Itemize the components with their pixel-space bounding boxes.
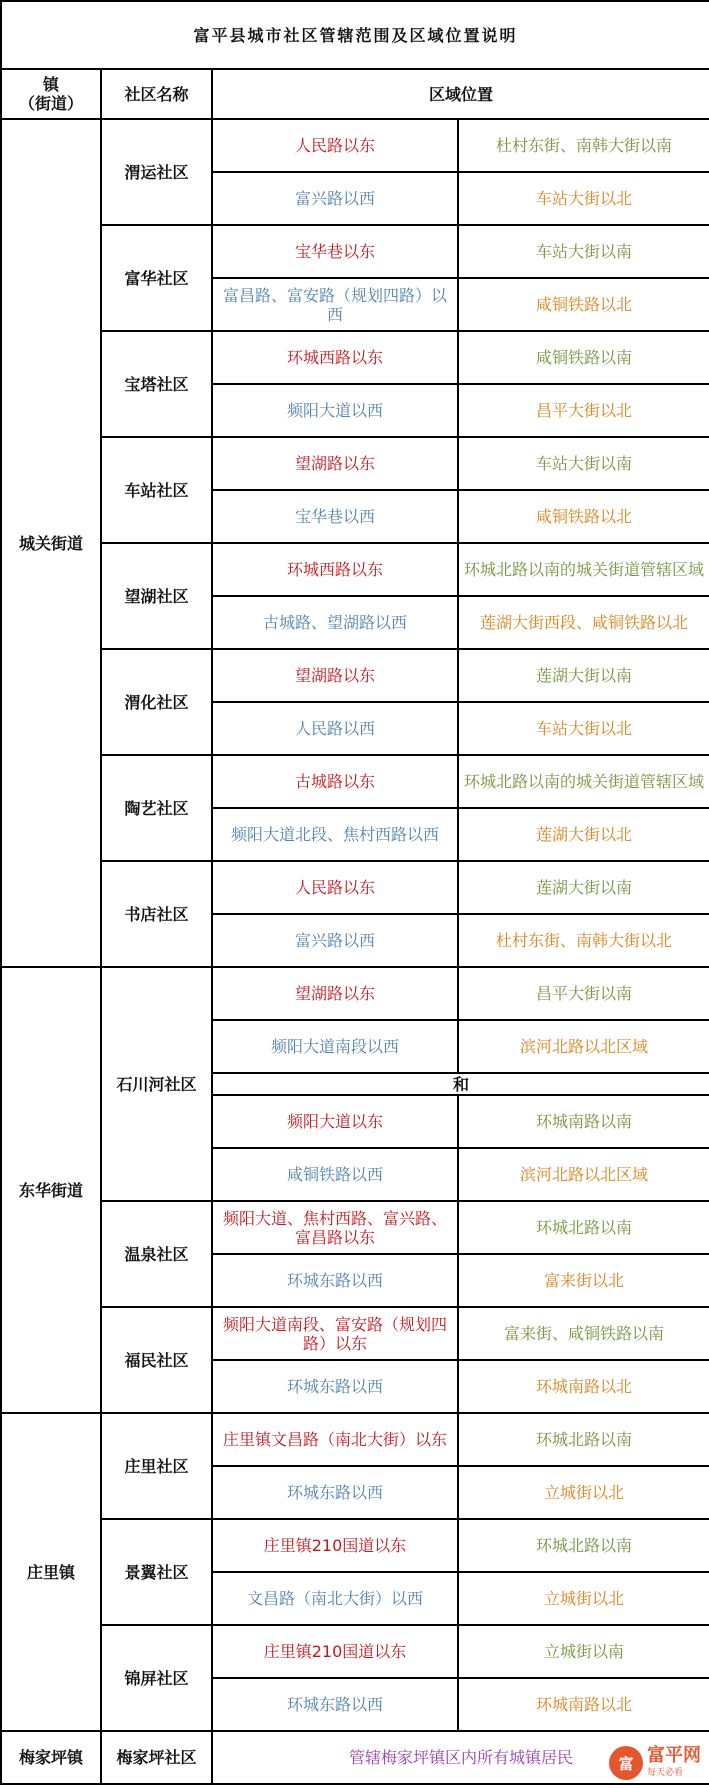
boundary-west: 环城东路以西 — [212, 1678, 458, 1731]
boundary-west: 频阳大道北段、焦村西路以西 — [212, 808, 458, 861]
boundary-north: 昌平大街以北 — [458, 384, 709, 437]
watermark-slogan: 每天必看 — [647, 1768, 684, 1778]
boundary-west: 环城东路以西 — [212, 1360, 458, 1413]
header-town: 镇 （街道） — [1, 69, 101, 119]
boundary-east: 庄里镇210国道以东 — [212, 1519, 458, 1572]
site-logo-icon: 富 — [609, 1746, 643, 1780]
boundary-north: 咸铜铁路以北 — [458, 278, 709, 331]
boundary-south: 环城北路以南的城关街道管辖区域 — [458, 543, 709, 596]
boundary-north: 环城南路以北 — [458, 1678, 709, 1731]
boundary-east: 环城西路以东 — [212, 543, 458, 596]
boundary-south: 环城南路以南 — [458, 1095, 709, 1148]
boundary-east: 频阳大道以东 — [212, 1095, 458, 1148]
boundary-east: 环城西路以东 — [212, 331, 458, 384]
boundary-north: 滨河北路以北区域 — [458, 1148, 709, 1201]
boundary-west: 环城东路以西 — [212, 1466, 458, 1519]
boundary-south: 环城北路以南 — [458, 1413, 709, 1466]
boundary-south: 杜村东街、南韩大街以南 — [458, 119, 709, 172]
boundary-west: 文昌路（南北大街）以西 — [212, 1572, 458, 1625]
community-name: 陶艺社区 — [101, 755, 212, 861]
boundary-east: 宝华巷以东 — [212, 225, 458, 278]
boundary-north: 杜村东街、南韩大街以北 — [458, 914, 709, 967]
boundary-north: 立城街以北 — [458, 1572, 709, 1625]
boundary-north: 富来街以北 — [458, 1254, 709, 1307]
site-watermark — [609, 1746, 701, 1780]
community-name: 景翼社区 — [101, 1519, 212, 1625]
boundary-east: 庄里镇文昌路（南北大街）以东 — [212, 1413, 458, 1466]
boundary-north: 立城街以北 — [458, 1466, 709, 1519]
boundary-west: 咸铜铁路以西 — [212, 1148, 458, 1201]
join-label: 和 — [212, 1073, 709, 1095]
boundary-east: 庄里镇210国道以东 — [212, 1625, 458, 1678]
town-name: 庄里镇 — [1, 1413, 101, 1731]
boundary-north: 莲湖大街西段、咸铜铁路以北 — [458, 596, 709, 649]
boundary-east: 人民路以东 — [212, 119, 458, 172]
boundary-east: 望湖路以东 — [212, 967, 458, 1020]
boundary-south: 环城北路以南 — [458, 1201, 709, 1254]
community-name: 梅家坪社区 — [101, 1731, 212, 1784]
boundary-south: 车站大街以南 — [458, 225, 709, 278]
town-name: 东华街道 — [1, 967, 101, 1413]
community-name: 宝塔社区 — [101, 331, 212, 437]
boundary-north: 车站大街以北 — [458, 172, 709, 225]
community-name: 富华社区 — [101, 225, 212, 331]
boundary-west: 频阳大道以西 — [212, 384, 458, 437]
boundary-south: 咸铜铁路以南 — [458, 331, 709, 384]
boundary-south: 富来街、咸铜铁路以南 — [458, 1307, 709, 1360]
boundary-west: 频阳大道南段以西 — [212, 1020, 458, 1073]
boundary-south: 昌平大街以南 — [458, 967, 709, 1020]
boundary-south: 莲湖大街以南 — [458, 649, 709, 702]
boundary-south: 立城街以南 — [458, 1625, 709, 1678]
boundary-east: 古城路以东 — [212, 755, 458, 808]
boundary-west: 人民路以西 — [212, 702, 458, 755]
boundary-west: 富兴路以西 — [212, 914, 458, 967]
community-name: 锦屏社区 — [101, 1625, 212, 1731]
boundary-west: 环城东路以西 — [212, 1254, 458, 1307]
header-location: 区域位置 — [212, 69, 709, 119]
boundary-south: 车站大街以南 — [458, 437, 709, 490]
boundary-south: 环城北路以南 — [458, 1519, 709, 1572]
community-name: 望湖社区 — [101, 543, 212, 649]
community-name: 书店社区 — [101, 861, 212, 967]
boundary-west: 古城路、望湖路以西 — [212, 596, 458, 649]
jurisdiction-note: 管辖梅家坪镇区内所有城镇居民 — [212, 1731, 709, 1784]
community-name: 温泉社区 — [101, 1201, 212, 1307]
boundary-north: 莲湖大街以北 — [458, 808, 709, 861]
boundary-east: 人民路以东 — [212, 861, 458, 914]
boundary-east: 频阳大道南段、富安路（规划四路）以东 — [212, 1307, 458, 1360]
boundary-north: 咸铜铁路以北 — [458, 490, 709, 543]
boundary-east: 频阳大道、焦村西路、富兴路、富昌路以东 — [212, 1201, 458, 1254]
boundary-east: 望湖路以东 — [212, 437, 458, 490]
boundary-north: 环城南路以北 — [458, 1360, 709, 1413]
boundary-west: 富昌路、富安路（规划四路）以西 — [212, 278, 458, 331]
page-title: 富平县城市社区管辖范围及区域位置说明 — [1, 1, 709, 69]
boundary-west: 宝华巷以西 — [212, 490, 458, 543]
boundary-north: 车站大街以北 — [458, 702, 709, 755]
town-name: 城关街道 — [1, 119, 101, 967]
community-name: 福民社区 — [101, 1307, 212, 1413]
boundary-south: 莲湖大街以南 — [458, 861, 709, 914]
boundary-west: 富兴路以西 — [212, 172, 458, 225]
boundary-south: 环城北路以南的城关街道管辖区域 — [458, 755, 709, 808]
community-name: 车站社区 — [101, 437, 212, 543]
watermark-text — [647, 1746, 701, 1780]
boundary-east: 望湖路以东 — [212, 649, 458, 702]
community-name: 石川河社区 — [101, 967, 212, 1201]
watermark-site-name: 富平网 — [647, 1745, 701, 1766]
header-community: 社区名称 — [101, 69, 212, 119]
community-name: 渭化社区 — [101, 649, 212, 755]
town-name: 梅家坪镇 — [1, 1731, 101, 1784]
community-name: 渭运社区 — [101, 119, 212, 225]
boundary-north: 滨河北路以北区域 — [458, 1020, 709, 1073]
community-name: 庄里社区 — [101, 1413, 212, 1519]
